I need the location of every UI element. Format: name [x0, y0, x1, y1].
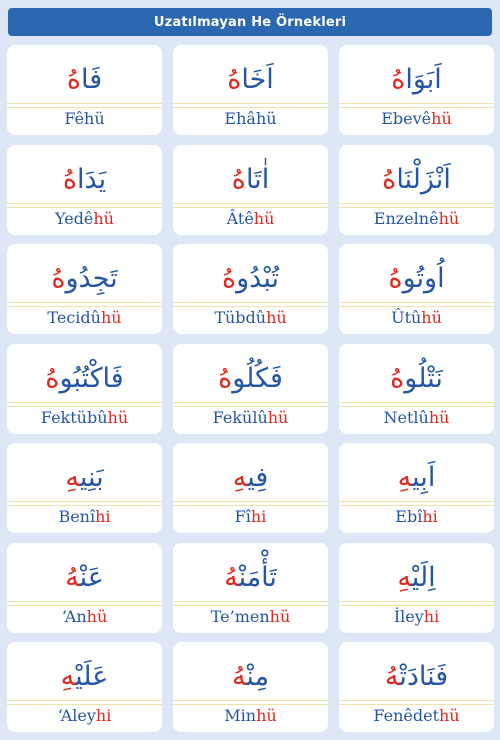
transliteration	[173, 108, 328, 130]
transliteration-base: Ûtû	[391, 308, 422, 327]
transliteration-ending: hi	[423, 606, 440, 626]
transliteration-base: Fektübû	[40, 407, 108, 427]
transliteration	[173, 307, 328, 329]
arabic-word-ending: هُ	[224, 561, 239, 593]
arabic-word-base: فِي	[247, 462, 269, 493]
arabic-word	[339, 453, 494, 503]
example-card	[339, 145, 494, 235]
guide-line	[7, 103, 162, 104]
transliteration	[7, 407, 162, 429]
example-card	[7, 642, 162, 732]
guide-line	[339, 601, 494, 602]
transliteration-base: Benî	[58, 507, 96, 526]
transliteration-base: Fî	[234, 507, 251, 526]
arabic-word-ending: هِ	[65, 462, 80, 493]
transliteration-base: Netlû	[383, 407, 429, 427]
transliteration	[7, 506, 162, 528]
transliteration-base: Ebî	[395, 507, 423, 526]
arabic-word-base: اَنْزَلْنَا	[396, 163, 451, 195]
transliteration-base: Âtê	[226, 208, 254, 228]
arabic-word-base: تَجِدُو	[65, 263, 118, 294]
arabic-word	[173, 254, 328, 304]
arabic-word	[173, 354, 328, 404]
arabic-word-ending: هُ	[45, 362, 60, 394]
transliteration	[7, 307, 162, 329]
transliteration-base: Ehâhü	[224, 109, 277, 128]
arabic-word-ending: هُ	[231, 661, 247, 692]
transliteration	[339, 705, 494, 727]
example-card	[173, 344, 328, 434]
arabic-word-base: فَكُلُو	[232, 362, 283, 394]
transliteration-ending: hü	[256, 706, 277, 725]
transliteration	[173, 407, 328, 429]
arabic-word	[7, 553, 162, 603]
transliteration-ending: hü	[431, 109, 452, 128]
transliteration-base: Fekülû	[212, 407, 268, 427]
title-bar	[8, 8, 492, 36]
transliteration	[339, 506, 494, 528]
arabic-word	[173, 55, 328, 105]
transliteration-ending: hü	[439, 706, 460, 725]
arabic-word-ending: هُ	[390, 362, 405, 394]
arabic-word	[339, 155, 494, 205]
arabic-word-ending: هِ	[397, 462, 413, 493]
example-card	[7, 443, 162, 533]
example-card	[173, 443, 328, 533]
arabic-word-base: مِنْ	[246, 661, 270, 692]
example-card	[7, 45, 162, 135]
arabic-word	[339, 55, 494, 105]
arabic-word	[7, 453, 162, 503]
guide-line	[7, 700, 162, 701]
arabic-word-ending: هِ	[232, 462, 248, 493]
example-card	[7, 145, 162, 235]
arabic-word-base: اُوتُو	[402, 263, 445, 294]
transliteration-ending: hü	[93, 208, 114, 228]
transliteration	[339, 108, 494, 130]
arabic-word	[7, 254, 162, 304]
arabic-word-ending: هُ	[218, 362, 233, 394]
arabic-word	[339, 553, 494, 603]
arabic-word-ending: هُ	[227, 64, 242, 95]
arabic-word-base: اٰتَا	[245, 163, 270, 195]
example-card	[173, 642, 328, 732]
arabic-word-ending: هُ	[65, 561, 80, 593]
arabic-word-ending: هُ	[388, 263, 403, 294]
transliteration-base: Fenêdet	[373, 706, 439, 725]
transliteration-base: Yedê	[55, 208, 94, 228]
guide-line	[7, 402, 162, 403]
arabic-word	[7, 155, 162, 205]
arabic-word-ending: هُ	[51, 263, 66, 294]
guide-line	[173, 501, 328, 502]
transliteration-ending: hü	[428, 407, 450, 427]
arabic-word-base: بَنِي	[79, 462, 104, 493]
guide-line	[173, 302, 328, 303]
example-card	[7, 244, 162, 334]
guide-line	[339, 103, 494, 104]
transliteration-base: Fêhü	[64, 109, 105, 128]
transliteration	[173, 208, 328, 230]
arabic-word-base: عَلَيْ	[75, 661, 109, 692]
example-card	[339, 642, 494, 732]
example-card	[173, 45, 328, 135]
transliteration-base: Tübdû	[214, 308, 267, 327]
arabic-word-ending: هُ	[382, 163, 397, 195]
transliteration-ending: hi	[250, 507, 267, 526]
transliteration	[7, 108, 162, 130]
arabic-word	[339, 254, 494, 304]
transliteration-base: Tecidû	[47, 308, 101, 327]
arabic-word-ending: هُ	[231, 163, 246, 195]
arabic-word-base: تُبْدُو	[236, 263, 280, 294]
transliteration	[339, 606, 494, 628]
arabic-word	[173, 453, 328, 503]
arabic-word-base: اَخَا	[241, 64, 274, 95]
transliteration-ending: hi	[95, 706, 112, 725]
example-card	[173, 145, 328, 235]
guide-line	[339, 501, 494, 502]
transliteration	[7, 208, 162, 230]
guide-line	[173, 601, 328, 602]
guide-line	[339, 302, 494, 303]
transliteration	[339, 407, 494, 429]
transliteration-ending: hü	[253, 208, 275, 228]
arabic-word	[173, 652, 328, 702]
transliteration-ending: hi	[95, 507, 111, 526]
arabic-word	[339, 354, 494, 404]
transliteration	[173, 606, 328, 628]
guide-line	[7, 501, 162, 502]
transliteration-ending: hi	[422, 507, 438, 526]
example-card	[339, 244, 494, 334]
transliteration-base: İley	[393, 606, 424, 626]
transliteration	[339, 208, 494, 230]
arabic-word-base: يَدَا	[76, 163, 107, 195]
guide-line	[173, 700, 328, 701]
transliteration-base: ‘Aley	[57, 706, 96, 725]
transliteration-ending: hü	[269, 606, 291, 626]
example-card	[339, 344, 494, 434]
arabic-word-ending: هُ	[62, 163, 77, 195]
arabic-word	[7, 55, 162, 105]
transliteration-base: ‘An	[61, 606, 87, 626]
guide-line	[173, 203, 328, 204]
transliteration	[173, 506, 328, 528]
transliteration	[339, 307, 494, 329]
transliteration-ending: hü	[267, 407, 289, 427]
arabic-word-base: فَاكْتُبُو	[59, 362, 124, 394]
transliteration	[7, 606, 162, 628]
arabic-word-base: فَنَادَتْ	[399, 661, 449, 692]
arabic-word-base: اَبَوَا	[405, 64, 442, 95]
guide-line	[7, 302, 162, 303]
arabic-word	[339, 652, 494, 702]
transliteration	[7, 705, 162, 727]
arabic-word	[7, 354, 162, 404]
arabic-word-base: عَنْ	[79, 561, 104, 593]
examples-grid	[7, 45, 495, 732]
example-card	[7, 543, 162, 633]
example-card	[173, 244, 328, 334]
transliteration-ending: hü	[107, 407, 129, 427]
transliteration-base: Min	[224, 706, 257, 725]
arabic-word-ending: هِ	[60, 661, 76, 692]
guide-line	[339, 700, 494, 701]
arabic-word-base: تَأْمَنْ	[238, 561, 277, 593]
transliteration-base: Ebevê	[381, 109, 432, 128]
guide-line	[7, 203, 162, 204]
transliteration-ending: hü	[100, 308, 122, 327]
arabic-word-base: فَا	[81, 64, 103, 95]
example-card	[339, 45, 494, 135]
example-card	[339, 543, 494, 633]
arabic-word-base: اِلَيْ	[411, 561, 436, 593]
transliteration-ending: hü	[421, 308, 442, 327]
example-card	[173, 543, 328, 633]
arabic-word	[173, 553, 328, 603]
transliteration-ending: hü	[266, 308, 287, 327]
guide-line	[339, 402, 494, 403]
arabic-word-ending: هِ	[397, 561, 412, 593]
transliteration-ending: hü	[438, 208, 460, 228]
transliteration-base: Te’men	[210, 606, 270, 626]
arabic-word-base: نَتْلُو	[404, 362, 443, 394]
arabic-word-ending: هُ	[384, 661, 400, 692]
example-card	[339, 443, 494, 533]
example-card	[7, 344, 162, 434]
arabic-word	[173, 155, 328, 205]
transliteration-ending: hü	[86, 606, 108, 626]
arabic-word-ending: هُ	[391, 64, 406, 95]
guide-line	[339, 203, 494, 204]
arabic-word-ending: هُ	[66, 64, 81, 95]
arabic-word-ending: هُ	[221, 263, 237, 294]
guide-line	[173, 103, 328, 104]
guide-line	[173, 402, 328, 403]
page-title: Uzatılmayan He Örnekleri	[153, 14, 347, 30]
arabic-word	[7, 652, 162, 702]
transliteration-base: Enzelnê	[373, 208, 439, 228]
transliteration	[173, 705, 328, 727]
guide-line	[7, 601, 162, 602]
arabic-word-base: اَبِي	[412, 462, 436, 493]
